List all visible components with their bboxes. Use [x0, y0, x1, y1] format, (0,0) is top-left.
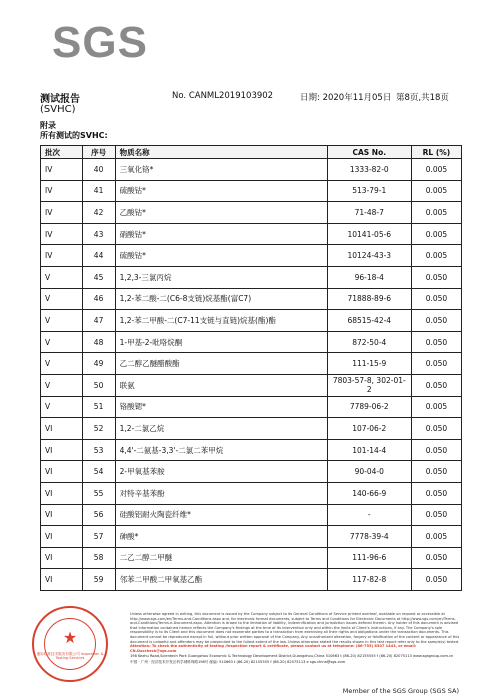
table-row — [41, 310, 462, 332]
cell-substance-name: 1,2-二氯乙烷 — [115, 418, 327, 440]
cell-substance-name: 硝酸钴* — [115, 223, 327, 245]
cell-cas-no: 101-14-4 — [327, 439, 411, 461]
cell-number: 58 — [82, 547, 115, 569]
header-cas-no: CAS No. — [327, 146, 411, 159]
cell-substance-name: 砷酸* — [115, 526, 327, 548]
cell-rl: 0.050 — [411, 547, 461, 569]
all-tested-svhc-label: 所有测试的SVHC: — [40, 131, 108, 140]
page-indicator: 第8页,共18页 — [396, 93, 449, 103]
star-icon: ★ — [62, 628, 78, 647]
cell-number: 53 — [82, 439, 115, 461]
cell-cas-no: 140-66-9 — [327, 482, 411, 504]
cell-cas-no: 96-18-4 — [327, 266, 411, 288]
table-row — [41, 266, 462, 288]
table-row — [41, 202, 462, 224]
cell-batch: VI — [41, 526, 83, 548]
cell-batch: VI — [41, 418, 83, 440]
table-row — [41, 288, 462, 310]
cell-rl: 0.050 — [411, 288, 461, 310]
appendix-label: 附录 — [40, 121, 56, 130]
cell-rl: 0.050 — [411, 353, 461, 375]
cell-rl: 0.050 — [411, 374, 461, 396]
cell-number: 48 — [82, 331, 115, 353]
cell-number: 57 — [82, 526, 115, 548]
table-row — [41, 331, 462, 353]
cell-cas-no: 7778-39-4 — [327, 526, 411, 548]
cell-batch: V — [41, 396, 83, 418]
sgs-seal-stamp — [32, 606, 108, 682]
cell-batch: VI — [41, 547, 83, 569]
cell-batch: IV — [41, 245, 83, 267]
cell-cas-no: 111-15-9 — [327, 353, 411, 375]
cell-cas-no: 117-82-8 — [327, 569, 411, 591]
legal-notice — [130, 612, 462, 665]
cell-batch: VI — [41, 569, 83, 591]
cell-substance-name: 二乙二醇二甲醚 — [115, 547, 327, 569]
cell-substance-name: 1,2-苯二酸-二(C6-8支链)烷基酯(富C7) — [115, 288, 327, 310]
cell-cas-no: 107-06-2 — [327, 418, 411, 440]
cell-batch: VI — [41, 439, 83, 461]
cell-substance-name: 三氧化铬* — [115, 159, 327, 181]
cell-number: 54 — [82, 461, 115, 483]
cell-batch: V — [41, 310, 83, 332]
cell-cas-no: 10124-43-3 — [327, 245, 411, 267]
cell-rl: 0.050 — [411, 439, 461, 461]
cell-rl: 0.050 — [411, 504, 461, 526]
cell-substance-name: 邻苯二甲酸二甲氧基乙酯 — [115, 569, 327, 591]
cell-substance-name: 2-甲氧基苯胺 — [115, 461, 327, 483]
member-line: Member of the SGS Group (SGS SA) — [342, 687, 459, 695]
cell-substance-name: 1,2-苯二甲酸-二(C7-11支链与直链)烷基(酯)酯 — [115, 310, 327, 332]
table-row — [41, 504, 462, 526]
legal-text: Unless otherwise agreed in writing, this document is issued by the Company subject to its General Conditions of Service printed overleaf, available on request or accessible at http://www.sgs.com/en/Terms-and-Conditions.aspx and, for electronic format documents, subject to Terms and Conditions for Electronic Documents at http://www.sgs.com/en/Terms-and-Conditions/Terms-e-Document.aspx. Attention is drawn to the limitation of liability, indemnification and jurisdiction issues defined therein. Any holder of this document is advised that information contained hereon reflects the Company's findings at the time of its intervention only and within the limits of Client's instructions, if any. The Company's sole responsibility is to its Client and this document does not exonerate parties to a transaction from exercising all their rights and obligations under the transaction documents. This document cannot be reproduced except in full, without prior written approval of the Company. Any unauthorized alteration, forgery or falsification of the content or appearance of this document is unlawful and offenders may be prosecuted to the fullest extent of the law. Unless otherwise stated the results shown in this test report refer only to the sample(s) tested. — [130, 612, 460, 644]
table-row — [41, 482, 462, 504]
cell-substance-name: 1-甲基-2-吡咯烷酮 — [115, 331, 327, 353]
cell-number: 50 — [82, 374, 115, 396]
cell-number: 44 — [82, 245, 115, 267]
cell-batch: V — [41, 266, 83, 288]
table-row — [41, 547, 462, 569]
cell-number: 56 — [82, 504, 115, 526]
cell-rl: 0.005 — [411, 202, 461, 224]
cell-substance-name: 铬酸锶* — [115, 396, 327, 418]
cell-rl: 0.005 — [411, 396, 461, 418]
table-row — [41, 439, 462, 461]
cell-substance-name: 对特辛基苯酚 — [115, 482, 327, 504]
address-chinese: 中国 · 广州 · 经济技术开发区科学城科珠路198号 邮编: 510663 t (86-20) 82155555 f (86-20) 82075113 e sgs.china@sgs.com — [130, 659, 346, 664]
cell-cas-no: 10141-05-6 — [327, 223, 411, 245]
cell-number: 42 — [82, 202, 115, 224]
cell-batch: V — [41, 374, 83, 396]
address-english: 198 Kezhu Road,Scientech Park Guangzhou Economic & Technology Development District,Guangzhou,China 510663 t (86-20) 82155555 f (86-20) 82075113 www.sgsgroup.com.cn — [130, 654, 454, 659]
cell-rl: 0.050 — [411, 266, 461, 288]
report-title: 测试报告 — [40, 94, 80, 105]
cell-cas-no: 7803-57-8, 302-01-2 — [327, 374, 411, 396]
cell-substance-name: 联氨 — [115, 374, 327, 396]
cell-substance-name: 硫酸钴* — [115, 245, 327, 267]
cell-batch: V — [41, 331, 83, 353]
table-row — [41, 461, 462, 483]
table-row — [41, 353, 462, 375]
table-row — [41, 526, 462, 548]
authenticity-notice: Attention: To check the authenticity of testing /inspection report & certificate, please contact us at telephone: (86-755) 8307 1443, or email: CN.Doccheck@sgs.com — [130, 644, 417, 653]
seal-text: 通标标准技术服务有限公司 Inspection & Testing Services — [36, 652, 104, 661]
table-row — [41, 223, 462, 245]
cell-cas-no: 1333-82-0 — [327, 159, 411, 181]
cell-rl: 0.050 — [411, 310, 461, 332]
table-body — [41, 159, 462, 591]
cell-batch: VI — [41, 461, 83, 483]
cell-batch: V — [41, 353, 83, 375]
cell-rl: 0.005 — [411, 180, 461, 202]
cell-substance-name: 4,4'-二氨基-3,3'-二氯二苯甲烷 — [115, 439, 327, 461]
cell-number: 47 — [82, 310, 115, 332]
table-row — [41, 569, 462, 591]
cell-cas-no: 90-04-0 — [327, 461, 411, 483]
cell-number: 41 — [82, 180, 115, 202]
cell-number: 46 — [82, 288, 115, 310]
cell-rl: 0.005 — [411, 245, 461, 267]
cell-substance-name: 乙酸钴* — [115, 202, 327, 224]
cell-substance-name: 硫酸钴* — [115, 180, 327, 202]
cell-cas-no: 872-50-4 — [327, 331, 411, 353]
cell-cas-no: 7789-06-2 — [327, 396, 411, 418]
cell-cas-no: 71-48-7 — [327, 202, 411, 224]
cell-cas-no: 71888-89-6 — [327, 288, 411, 310]
cell-rl: 0.005 — [411, 223, 461, 245]
cell-rl: 0.005 — [411, 159, 461, 181]
cell-batch: VI — [41, 482, 83, 504]
cell-number: 45 — [82, 266, 115, 288]
cell-rl: 0.050 — [411, 569, 461, 591]
report-date: 日期: 2020年11月05日 — [300, 93, 392, 103]
cell-number: 43 — [82, 223, 115, 245]
cell-rl: 0.050 — [411, 331, 461, 353]
svhc-subtitle: (SVHC) — [40, 104, 76, 115]
cell-cas-no: 111-96-6 — [327, 547, 411, 569]
header-batch: 批次 — [41, 146, 83, 159]
cell-number: 40 — [82, 159, 115, 181]
cell-cas-no: 513-79-1 — [327, 180, 411, 202]
cell-cas-no: 68515-42-4 — [327, 310, 411, 332]
sgs-logo: SGS — [52, 18, 148, 67]
cell-number: 59 — [82, 569, 115, 591]
cell-rl: 0.050 — [411, 482, 461, 504]
table-row — [41, 418, 462, 440]
cell-substance-name: 硅酸铝耐火陶瓷纤维* — [115, 504, 327, 526]
table-header-row — [41, 146, 462, 159]
cell-batch: IV — [41, 180, 83, 202]
svhc-table — [40, 145, 462, 591]
cell-cas-no: - — [327, 504, 411, 526]
cell-rl: 0.050 — [411, 418, 461, 440]
cell-batch: IV — [41, 159, 83, 181]
cell-number: 51 — [82, 396, 115, 418]
table-row — [41, 396, 462, 418]
cell-rl: 0.050 — [411, 461, 461, 483]
cell-batch: IV — [41, 223, 83, 245]
cell-substance-name: 乙二醇乙醚醋酸酯 — [115, 353, 327, 375]
header-rl: RL (%) — [411, 146, 461, 159]
table-row — [41, 374, 462, 396]
cell-rl: 0.005 — [411, 526, 461, 548]
cell-number: 52 — [82, 418, 115, 440]
table-row — [41, 180, 462, 202]
cell-batch: V — [41, 288, 83, 310]
header-number: 序号 — [82, 146, 115, 159]
table-row — [41, 245, 462, 267]
cell-batch: IV — [41, 202, 83, 224]
cell-batch: VI — [41, 504, 83, 526]
table-row — [41, 159, 462, 181]
header-substance-name: 物质名称 — [115, 146, 327, 159]
cell-number: 49 — [82, 353, 115, 375]
report-number: No. CANML2019103902 — [172, 91, 274, 101]
cell-number: 55 — [82, 482, 115, 504]
cell-substance-name: 1,2,3-三氯丙烷 — [115, 266, 327, 288]
